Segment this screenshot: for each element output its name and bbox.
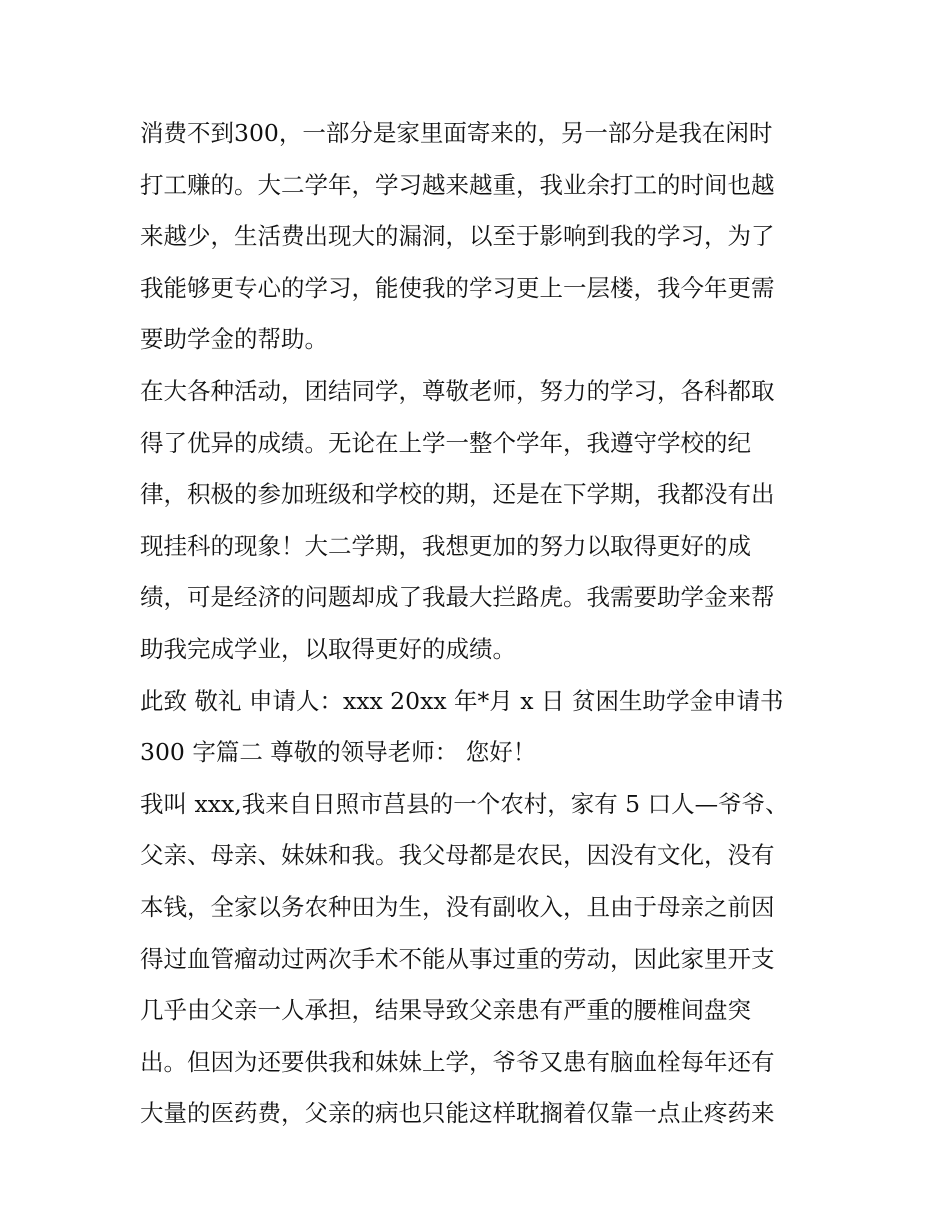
text-line: 在大各种活动，团结同学，尊敬老师，努力的学习，各科都取 xyxy=(140,376,775,405)
text-line: 父亲、母亲、妹妹和我。我父母都是农民，因没有文化，没有 xyxy=(140,841,775,870)
text-line: 要助学金的帮助。 xyxy=(140,325,328,354)
text-line: 出。但因为还要供我和妹妹上学，爷爷又患有脑血栓每年还有 xyxy=(140,1047,775,1076)
text-line: 来越少，生活费出现大的漏洞，以至于影响到我的学习，为了 xyxy=(140,222,775,251)
text-line: 得了优异的成绩。无论在上学一整个学年，我遵守学校的纪 xyxy=(140,428,751,457)
text-line: 助我完成学业，以取得更好的成绩。 xyxy=(140,634,516,663)
text-line: 绩，可是经济的问题却成了我最大拦路虎。我需要助学金来帮 xyxy=(140,583,775,612)
text-line: 消费不到300，一部分是家里面寄来的，另一部分是我在闲时 xyxy=(140,119,773,147)
text-line: 得过血管瘤动过两次手术不能从事过重的劳动，因此家里开支 xyxy=(140,944,775,973)
text-line: 大量的医药费，父亲的病也只能这样耽搁着仅靠一点止疼药来 xyxy=(140,1099,775,1128)
text-line: 几乎由父亲一人承担，结果导致父亲患有严重的腰椎间盘突 xyxy=(140,996,751,1025)
text-line: 现挂科的现象！大二学期，我想更加的努力以取得更好的成 xyxy=(140,531,751,560)
text-line: 律，积极的参加班级和学校的期，还是在下学期，我都没有出 xyxy=(140,480,775,509)
text-line: 我叫 xxx,我来自日照市莒县的一个农村，家有 5 口人—爷爷、 xyxy=(140,789,789,818)
text-line: 打工赚的。大二学年，学习越来越重，我业余打工的时间也越 xyxy=(140,170,775,199)
document-body xyxy=(140,108,820,1140)
text-line: 本钱，全家以务农种田为生，没有副收入，且由于母亲之前因 xyxy=(140,892,775,921)
text-line: 我能够更专心的学习，能使我的学习更上一层楼，我今年更需 xyxy=(140,273,775,302)
text-line: 此致 敬礼 申请人：xxx 20xx 年*月 x 日 贫困生助学金申请书 xyxy=(140,686,784,715)
text-line: 300 字篇二 尊敬的领导老师： 您好！ xyxy=(140,738,537,767)
